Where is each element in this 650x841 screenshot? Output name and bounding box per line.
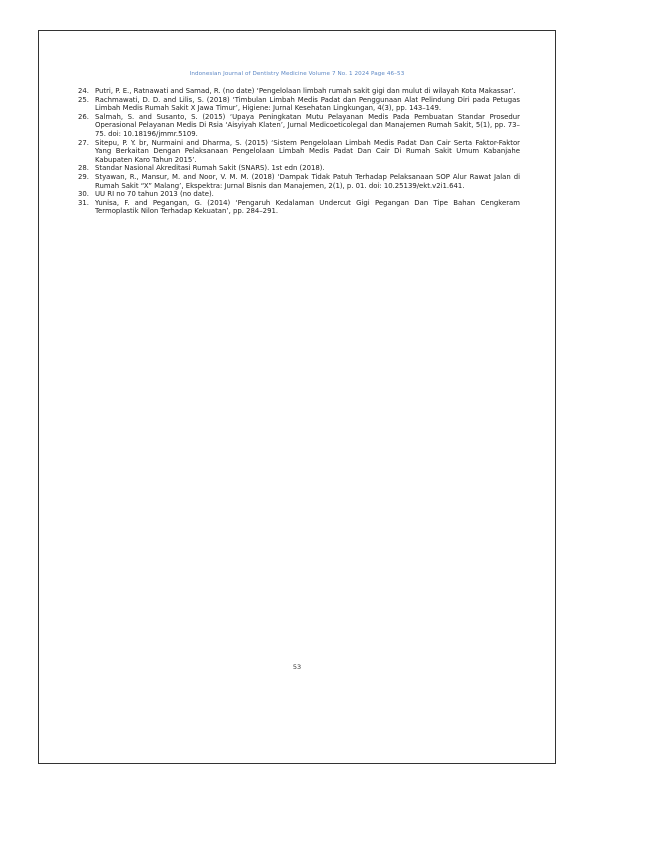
reference-item (78, 190, 520, 199)
reference-item (78, 139, 520, 165)
reference-text: Putri, P. E., Ratnawati and Samad, R. (no date) ‘Pengelolaan limbah rumah sakit gigi dan mulut di wilayah Kota Makassar’. (95, 87, 516, 95)
reference-number: 29. (78, 172, 89, 181)
reference-item (78, 87, 520, 96)
reference-number: 30. (78, 190, 89, 199)
reference-text: Styawan, R., Mansur, M. and Noor, V. M. M. (2018) ‘Dampak Tidak Patuh Terhadap Pelaksanaan SOP Alur Rawat Jalan di Rumah Sakit “X” Malang’, Ekspektra: Jurnal Bisnis dan Manajemen, 2(1), p. 01. doi: 10.25139/ekt.v2i1.641. (95, 172, 520, 190)
page-frame (38, 30, 556, 764)
reference-number: 27. (78, 138, 89, 147)
reference-text: Sitepu, P. Y. br, Nurmaini and Dharma, S. (2015) ‘Sistem Pengelolaan Limbah Medis Padat Dan Cair Serta Faktor-Faktor Yang Berkaitan Dengan Pelaksanaan Pengelolaan Limbah Medis Padat Dan Cair Di Rumah Sakit Umum Kabanjahe Kabupaten Karo Tahun 2015’. (95, 138, 520, 164)
reference-text: Rachmawati, D. D. and Lilis, S. (2018) ‘Timbulan Limbah Medis Padat dan Penggunaan Alat Pelindung Diri pada Petugas Limbah Medis Rumah Sakit X Jawa Timur’, Higiene: Jurnal Kesehatan Lingkungan, 4(3), pp. 143–149. (95, 95, 520, 113)
reference-list (78, 87, 520, 216)
reference-text: Salmah, S. and Susanto, S. (2015) ‘Upaya Peningkatan Mutu Pelayanan Medis Pada Pembuatan Standar Prosedur Operasional Pelayanan Medis Di Rsia ‘Aisyiyah Klaten’, Jurnal Medicoeticolegal dan Manajemen Rumah Sakit, 5(1), pp. 73–75. doi: 10.18196/jmmr.5109. (95, 112, 520, 138)
reference-number: 25. (78, 95, 89, 104)
reference-text: Standar Nasional Akreditasi Rumah Sakit (SNARS). 1st edn (2018). (95, 164, 325, 173)
running-header: Indonesian Journal of Dentistry Medicine Volume 7 No. 1 2024 Page 46–53 (189, 71, 405, 77)
reference-text: UU RI no 70 tahun 2013 (no date). (95, 190, 214, 199)
reference-item (78, 96, 520, 113)
reference-number: 28. (78, 164, 89, 173)
page-number: 53 (292, 663, 302, 671)
reference-number: 31. (78, 198, 89, 207)
reference-text: Yunisa, F. and Pegangan, G. (2014) ‘Pengaruh Kedalaman Undercut Gigi Pegangan Dan Tipe Bahan Cengkeram Termoplastik Nilon Terhadap Kekuatan’, pp. 284–291. (95, 198, 520, 216)
reference-number: 26. (78, 112, 89, 121)
reference-number: 24. (78, 87, 89, 95)
reference-item (78, 199, 520, 216)
reference-item (78, 164, 520, 173)
reference-item (78, 113, 520, 139)
reference-item (78, 173, 520, 190)
